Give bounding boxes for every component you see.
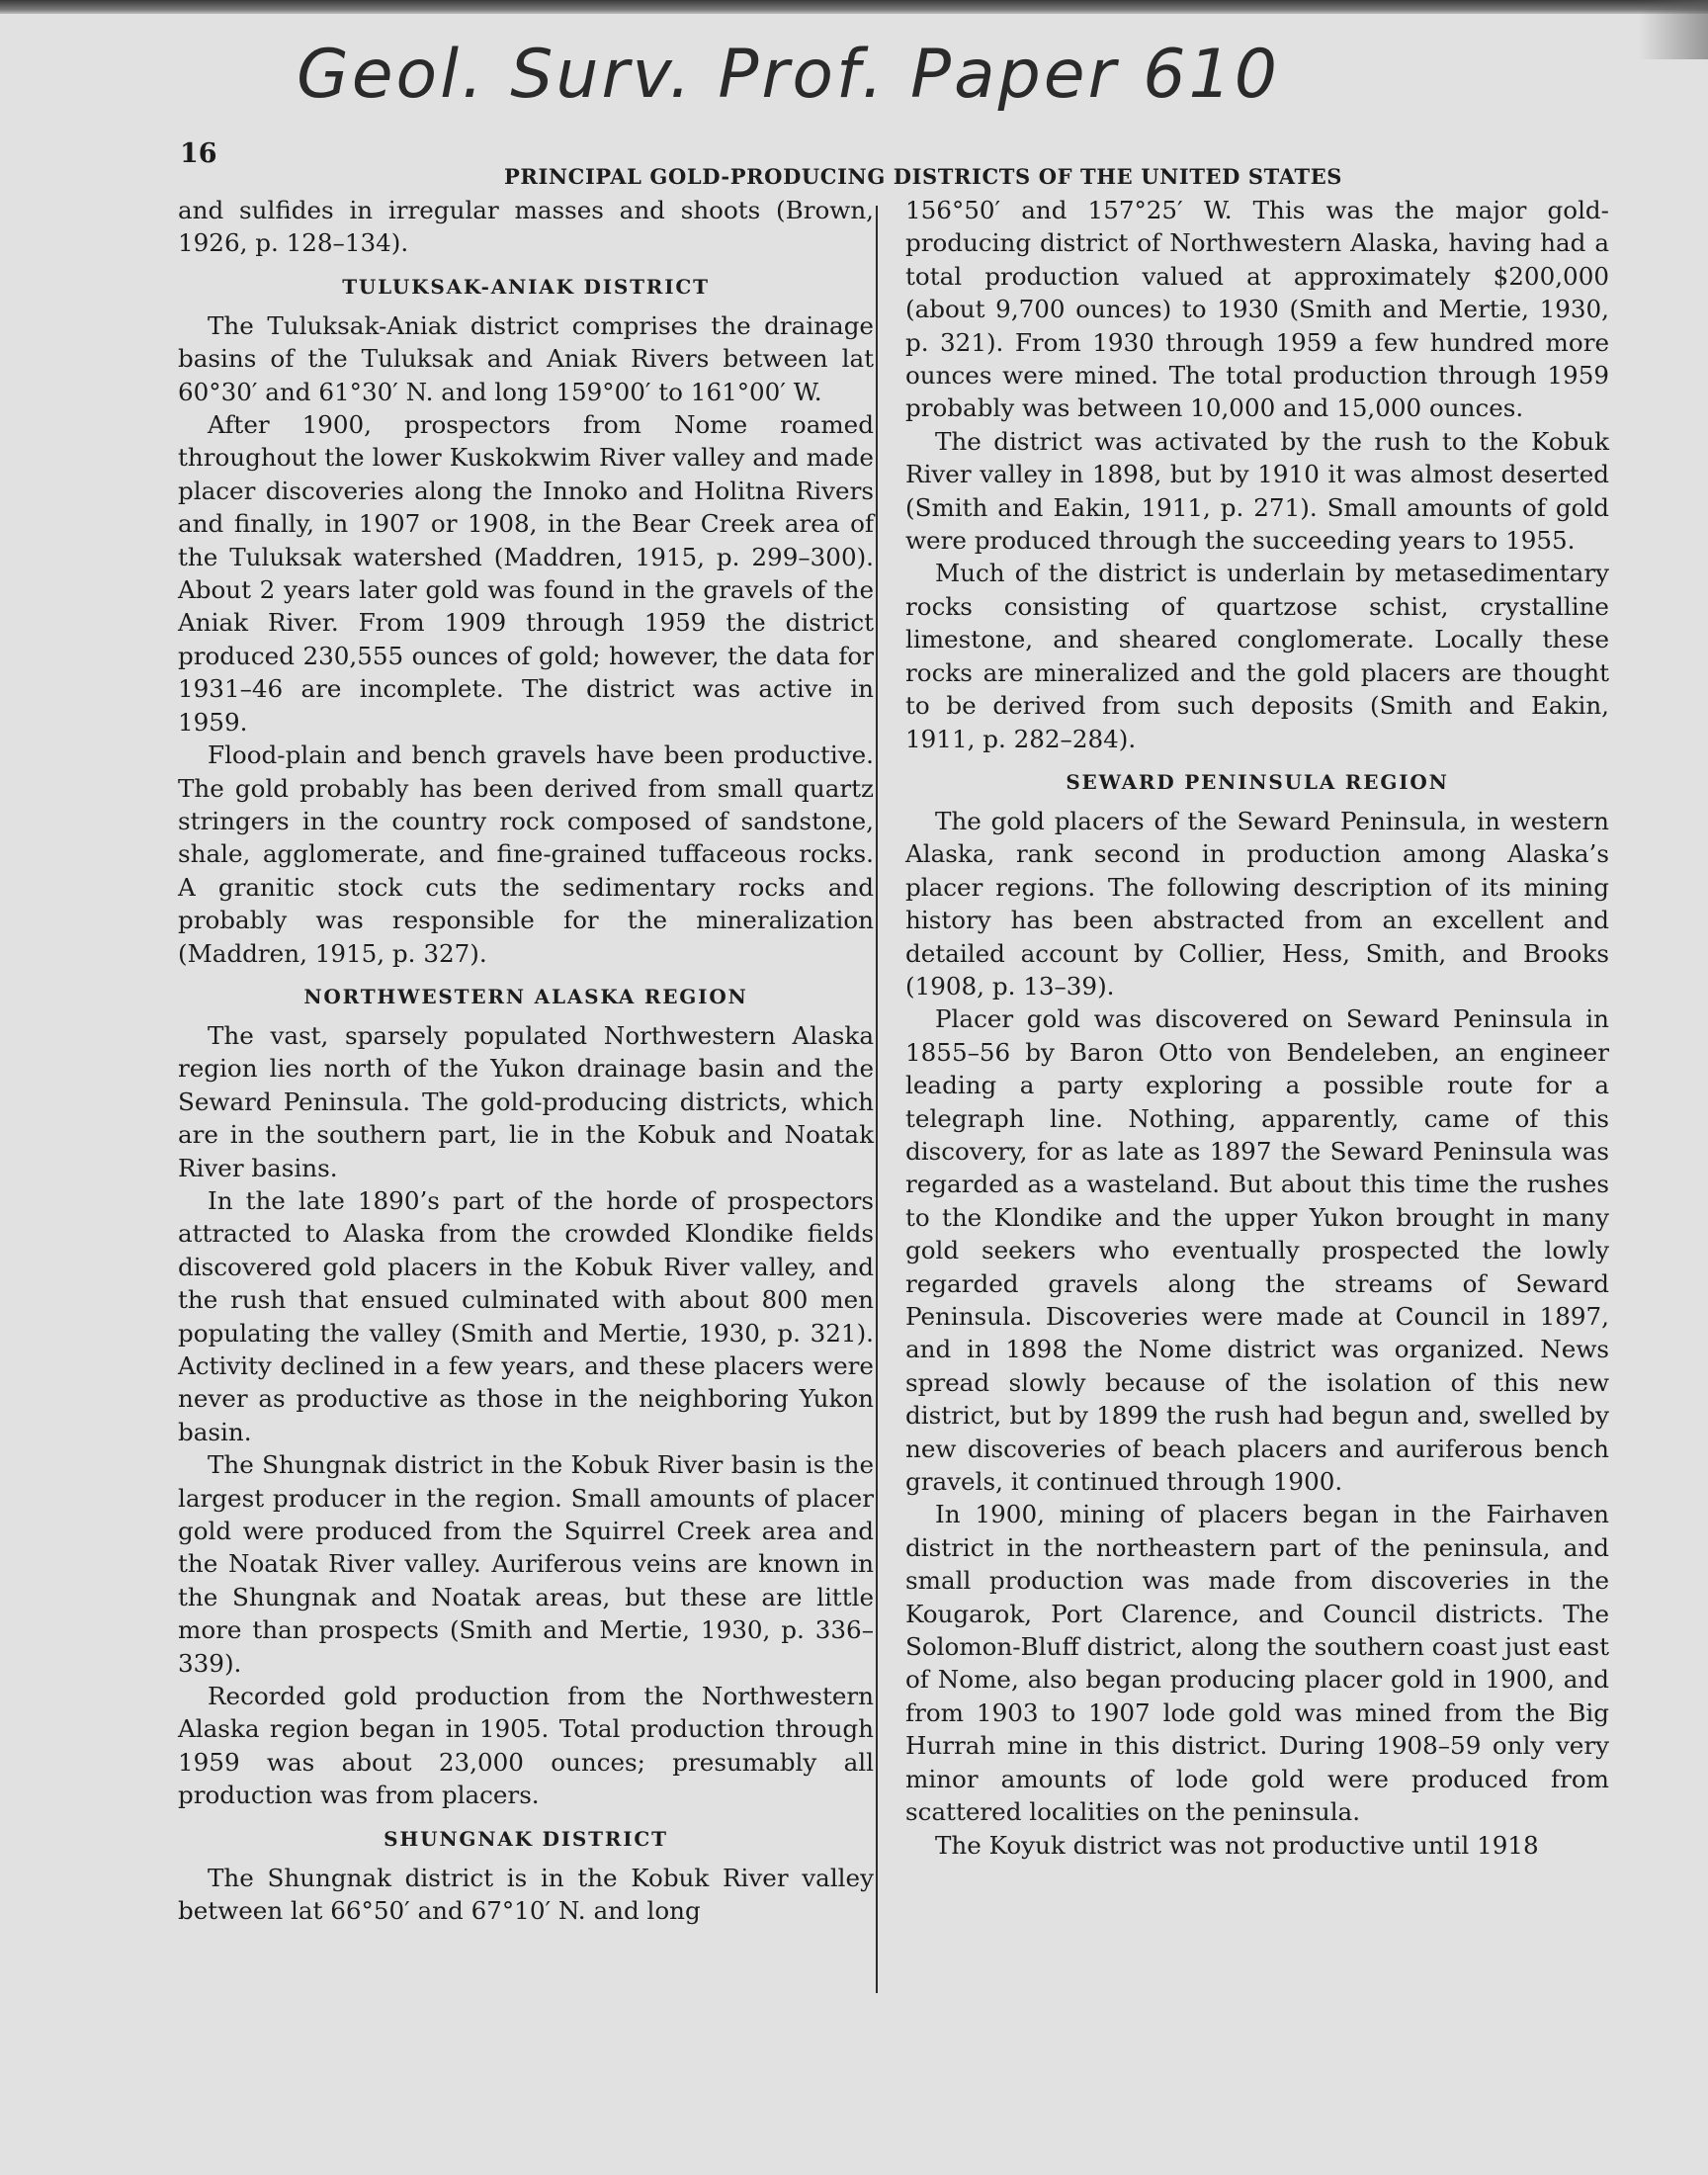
paragraph: Much of the district is underlain by metasedimentary rocks consisting of quartzose schist, crystalline limestone, and sheared conglomerate. Locally these rocks are mineralized and the gold placers are thought to be derived from such deposits (Smith and Eakin, 1911, p. 282–284). xyxy=(905,559,1609,753)
paragraph: The Koyuk district was not productive until 1918 xyxy=(935,1830,1539,1860)
left-column xyxy=(178,194,874,1928)
running-title: PRINCIPAL GOLD-PRODUCING DISTRICTS OF THE UNITED STATES xyxy=(504,164,1343,189)
scan-edge-right xyxy=(1639,0,1708,59)
paragraph: The Tuluksak-Aniak district comprises the drainage basins of the Tuluksak and Aniak Rivers between lat 60°30′ and 61°30′ N. and long 159°00′ to 161°00′ W. xyxy=(178,310,874,406)
paragraph: and sulfides in irregular masses and shoots (Brown, 1926, p. 128–134). xyxy=(178,196,874,258)
paragraph: In 1900, mining of placers began in the Fairhaven district in the northeastern part of the peninsula, and small production was made from discoveries in the Kougarok, Port Clarence, and Council districts. The Solomon-Bluff district, along the southern coast just east of Nome, also began producing placer gold in 1900, and from 1903 to 1907 lode gold was mined from the Big Hurrah mine in this district. During 1908–59 only very minor amounts of lode gold were produced from scattered localities on the peninsula. xyxy=(905,1500,1609,1827)
section-heading-shungnak: SHUNGNAK DISTRICT xyxy=(384,1826,668,1851)
paragraph: In the late 1890’s part of the horde of prospectors attracted to Alaska from the crowded Klondike fields discovered gold placers in the Kobuk River valley, and the rush that ensued culminated with about 800 men populating the valley (Smith and Mertie, 1930, p. 321). Activity declined in a few years, and these placers were never as productive as those in the neighboring Yukon basin. xyxy=(178,1185,874,1446)
paragraph: Recorded gold production from the Northwestern Alaska region began in 1905. Total production through 1959 was about 23,000 ounces; presumably all production was from placers. xyxy=(178,1682,874,1810)
scan-edge-top xyxy=(0,0,1708,14)
handwritten-note: Geol. Surv. Prof. Paper 610 xyxy=(297,36,1280,114)
paragraph: The district was activated by the rush to the Kobuk River valley in 1898, but by 1910 it was almost deserted (Smith and Eakin, 1911, p. 271). Small amounts of gold were produced through the succeeding years to 1955. xyxy=(905,426,1609,556)
paragraph: Placer gold was discovered on Seward Peninsula in 1855–56 by Baron Otto von Bendeleben, an engineer leading a party exploring a possible route for a telegraph line. Nothing, apparently, came of this discovery, for as late as 1897 the Seward Peninsula was regarded as a wasteland. But about this time the rushes to the Klondike and the upper Yukon brought in many gold seekers who eventually prospected the lowly regarded gravels along the streams of Seward Peninsula. Discoveries were made at Council in 1897, and in 1898 the Nome district was organized. News spread slowly because of the isolation of this new district, but by 1899 the rush had begun and, swelled by new discoveries of beach placers and auriferous bench gravels, it continued through 1900. xyxy=(905,1004,1609,1497)
paragraph: 156°50′ and 157°25′ W. This was the major gold-producing district of Northwestern Alaska, having had a total production valued at approximately $200,000 (about 9,700 ounces) to 1930 (Smith and Mertie, 1930, p. 321). From 1930 through 1959 a few hundred more ounces were mined. The total production through 1959 probably was between 10,000 and 15,000 ounces. xyxy=(905,196,1609,423)
section-heading-seward-peninsula: SEWARD PENINSULA REGION xyxy=(1066,769,1449,794)
page-number: 16 xyxy=(180,138,217,169)
paragraph: The vast, sparsely populated Northwestern Alaska region lies north of the Yukon drainage basin and the Seward Peninsula. The gold-producing districts, which are in the southern part, lie in the Kobuk and Noatak River basins. xyxy=(178,1020,874,1182)
paragraph: The gold placers of the Seward Peninsula, in western Alaska, rank second in production among Alaska’s placer regions. The following description of its mining history has been abstracted from an excellent and detailed account by Collier, Hess, Smith, and Brooks (1908, p. 13–39). xyxy=(905,806,1609,1000)
section-heading-tuluksak-aniak: TULUKSAK-ANIAK DISTRICT xyxy=(342,274,710,299)
paragraph: The Shungnak district is in the Kobuk River valley between lat 66°50′ and 67°10′ N. and long xyxy=(178,1863,874,1926)
paragraph: The Shungnak district in the Kobuk River basin is the largest producer in the region. Small amounts of placer gold were produced from the Squirrel Creek area and the Noatak River valley. Auriferous veins are known in the Shungnak and Noatak areas, but these are little more than prospects (Smith and Mertie, 1930, p. 336–339). xyxy=(178,1450,874,1678)
right-column xyxy=(905,194,1609,1862)
column-divider xyxy=(876,206,878,1993)
paragraph: Flood-plain and bench gravels have been productive. The gold probably has been derived from small quartz stringers in the country rock composed of sandstone, shale, agglomerate, and fine-grained tuffaceous rocks. A granitic stock cuts the sedimentary rocks and probably was responsible for the mineralization (Maddren, 1915, p. 327). xyxy=(178,740,874,968)
section-heading-northwestern-alaska: NORTHWESTERN ALASKA REGION xyxy=(303,984,748,1008)
paragraph: After 1900, prospectors from Nome roamed throughout the lower Kuskokwim River valley and made placer discoveries along the Innoko and Holitna Rivers and finally, in 1907 or 1908, in the Bear Creek area of the Tuluksak watershed (Maddren, 1915, p. 299–300). About 2 years later gold was found in the gravels of the Aniak River. From 1909 through 1959 the district produced 230,555 ounces of gold; however, the data for 1931–46 are incomplete. The district was active in 1959. xyxy=(178,410,874,737)
